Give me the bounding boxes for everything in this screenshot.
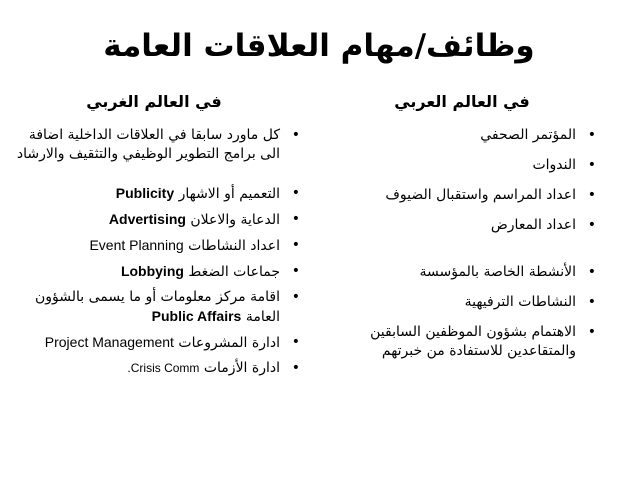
list-item (326, 186, 598, 205)
list-item (326, 293, 598, 312)
english-term: Crisis Comm. (127, 361, 200, 375)
arab-world-list-1 (326, 126, 598, 235)
list-item-text: الدعاية والاعلان (190, 212, 280, 228)
arab-world-heading: في العالم العربي (394, 92, 530, 111)
list-item-text: الاهتمام بشؤون الموظفين السابقين والمتقاعدين للاستفادة من خبرتهم (370, 324, 576, 359)
bullet-icon: • (587, 157, 596, 173)
bullet-icon: • (587, 217, 596, 233)
list-item (6, 288, 302, 327)
bullet-icon: • (291, 334, 300, 350)
list-item-text: الندوات (532, 157, 576, 173)
list-item-text: اقامة مركز معلومات أو ما يسمى بالشؤون العامة (35, 289, 280, 325)
bullet-icon: • (291, 127, 300, 143)
list-item (326, 323, 598, 361)
western-world-list (6, 126, 302, 378)
list-item (6, 126, 302, 164)
list-item (326, 216, 598, 235)
bullet-icon: • (291, 211, 300, 227)
list-item (6, 184, 302, 204)
list-item-text: ادارة الأزمات (203, 360, 280, 376)
bullet-icon: • (587, 264, 596, 280)
bullet-icon: • (291, 237, 300, 253)
slide-title: وظائف/مهام العلاقات العامة (103, 28, 535, 64)
list-item (326, 156, 598, 175)
bullet-icon: • (587, 324, 596, 340)
list-item-text: اعداد المراسم واستقبال الضيوف (385, 187, 576, 203)
english-term: Publicity (115, 185, 175, 201)
bullet-icon: • (291, 360, 300, 376)
list-item (326, 263, 598, 282)
bullet-icon: • (291, 289, 300, 305)
list-item-text: اعداد المعارض (490, 217, 576, 233)
western-world-column (6, 92, 302, 384)
list-item-text: كل ماورد سابقا في العلاقات الداخلية اضافة الى برامج التطوير الوظيفي والتثقيف والارشاد (16, 127, 280, 162)
list-item (6, 333, 302, 353)
arab-world-column (326, 92, 598, 372)
list-item-text: اعداد النشاطات (188, 238, 280, 254)
list-spacer (326, 246, 598, 263)
english-term: Public Affairs (151, 308, 242, 324)
english-term: Advertising (108, 211, 186, 227)
english-term: Event Planning (89, 237, 184, 253)
list-item (326, 126, 598, 145)
list-item-text: ادارة المشروعات (178, 335, 280, 351)
list-item (6, 359, 302, 378)
bullet-icon: • (291, 185, 300, 201)
arab-world-list-2 (326, 263, 598, 361)
english-term: Lobbying (120, 263, 184, 279)
bullet-icon: • (587, 187, 596, 203)
english-term: Project Management (44, 334, 174, 350)
list-item (6, 236, 302, 256)
list-item-text: النشاطات الترفيهية (464, 294, 576, 310)
bullet-icon: • (587, 127, 596, 143)
western-world-heading: في العالم الغربي (86, 92, 222, 111)
bullet-icon: • (587, 294, 596, 310)
list-item-text: التعميم أو الاشهار (178, 186, 280, 202)
list-item-text: الأنشطة الخاصة بالمؤسسة (419, 264, 576, 280)
list-item (6, 210, 302, 230)
list-item-text: جماعات الضغط (188, 264, 280, 280)
list-item-text: المؤتمر الصحفي (480, 127, 576, 143)
list-item (6, 262, 302, 282)
bullet-icon: • (291, 263, 300, 279)
